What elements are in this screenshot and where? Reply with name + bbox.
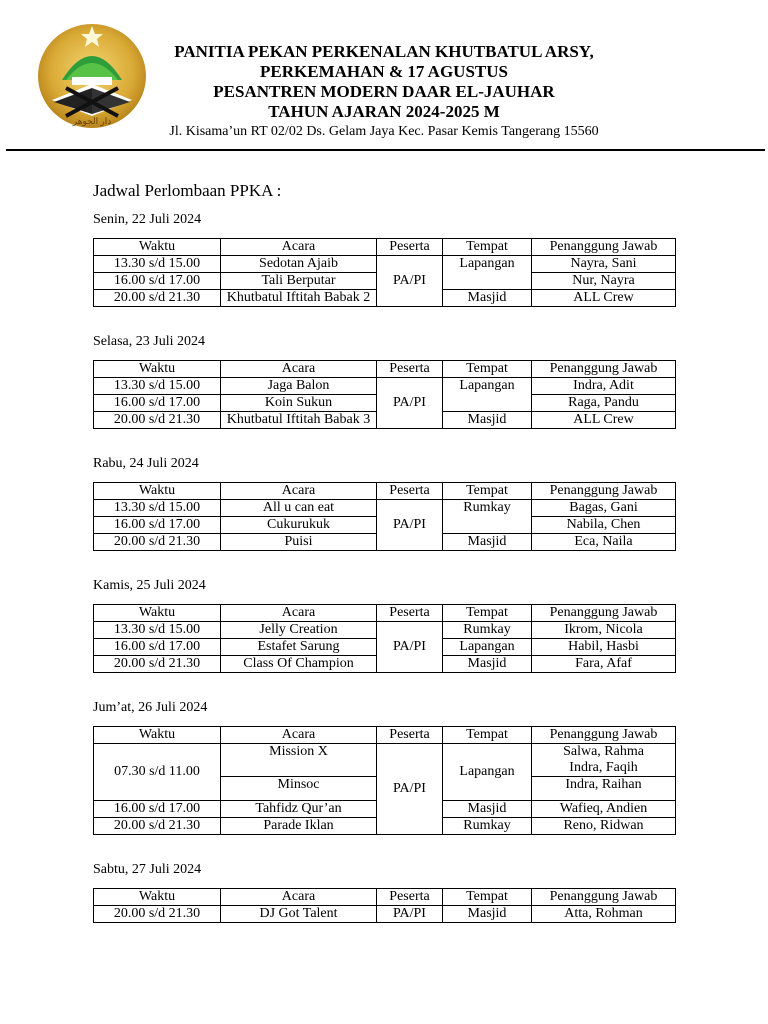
- table-row: [94, 378, 676, 395]
- header-penanggung-jawab: Penanggung Jawab: [532, 361, 676, 378]
- cell-acara: Sedotan Ajaib: [221, 256, 377, 273]
- header-penanggung-jawab: Penanggung Jawab: [532, 605, 676, 622]
- header-peserta: Peserta: [377, 727, 443, 744]
- header-peserta: Peserta: [377, 483, 443, 500]
- cell-tempat: Rumkay: [443, 818, 532, 835]
- cell-tempat: Masjid: [443, 906, 532, 923]
- cell-waktu: 13.30 s/d 15.00: [94, 378, 221, 395]
- cell-waktu: 13.30 s/d 15.00: [94, 256, 221, 273]
- document-body: [93, 180, 683, 923]
- header-waktu: Waktu: [94, 889, 221, 906]
- table-header-row: [94, 239, 676, 256]
- cell-acara: Jaga Balon: [221, 378, 377, 395]
- cell-waktu: 20.00 s/d 21.30: [94, 534, 221, 551]
- cell-waktu: 20.00 s/d 21.30: [94, 818, 221, 835]
- header-line-1: PANITIA PEKAN PERKENALAN KHUTBATUL ARSY,: [174, 42, 594, 61]
- cell-acara: Class Of Champion: [221, 656, 377, 673]
- cell-tempat: Rumkay: [443, 622, 532, 639]
- cell-acara: Koin Sukun: [221, 395, 377, 412]
- cell-pj: ALL Crew: [532, 290, 676, 307]
- cell-pj: Raga, Pandu: [532, 395, 676, 412]
- table-header-row: [94, 889, 676, 906]
- day-label: Senin, 22 Juli 2024: [93, 212, 202, 227]
- header-penanggung-jawab: Penanggung Jawab: [532, 483, 676, 500]
- header-acara: Acara: [221, 239, 377, 256]
- header-waktu: Waktu: [94, 239, 221, 256]
- logo-text: دار الجوهر: [72, 116, 112, 126]
- header-acara: Acara: [221, 727, 377, 744]
- cell-pj: Fara, Afaf: [532, 656, 676, 673]
- cell-pj: Ikrom, Nicola: [532, 622, 676, 639]
- table-header-row: [94, 483, 676, 500]
- cell-pj: Nabila, Chen: [532, 517, 676, 534]
- day-label: Rabu, 24 Juli 2024: [93, 456, 199, 471]
- table-row: [94, 500, 676, 517]
- header-peserta: Peserta: [377, 889, 443, 906]
- cell-waktu: 20.00 s/d 21.30: [94, 906, 221, 923]
- cell-acara: DJ Got Talent: [221, 906, 377, 923]
- cell-pj: [532, 744, 676, 777]
- cell-acara: Mission X: [221, 744, 377, 777]
- cell-tempat: Rumkay: [443, 500, 532, 534]
- cell-pj: Indra, Adit: [532, 378, 676, 395]
- cell-waktu: 16.00 s/d 17.00: [94, 801, 221, 818]
- day-label: Kamis, 25 Juli 2024: [93, 578, 206, 593]
- table-header-row: [94, 605, 676, 622]
- day-label: Sabtu, 27 Juli 2024: [93, 862, 202, 877]
- cell-pj: ALL Crew: [532, 412, 676, 429]
- header-peserta: Peserta: [377, 239, 443, 256]
- cell-waktu: 20.00 s/d 21.30: [94, 290, 221, 307]
- header-acara: Acara: [221, 605, 377, 622]
- schedule-table: [93, 604, 676, 673]
- schedule-table: [93, 888, 676, 923]
- cell-peserta: PA/PI: [377, 500, 443, 551]
- pj-line: Indra, Faqih: [569, 760, 638, 775]
- cell-tempat: Masjid: [443, 656, 532, 673]
- cell-waktu: 13.30 s/d 15.00: [94, 622, 221, 639]
- header-peserta: Peserta: [377, 605, 443, 622]
- header-line-4: TAHUN AJARAN 2024-2025 M: [268, 102, 500, 121]
- day-label: Jum’at, 26 Juli 2024: [93, 700, 208, 715]
- table-row: [94, 744, 676, 777]
- cell-tempat: Lapangan: [443, 256, 532, 290]
- schedule-table: [93, 360, 676, 429]
- cell-tempat: Lapangan: [443, 639, 532, 656]
- header-acara: Acara: [221, 361, 377, 378]
- table-row: [94, 906, 676, 923]
- cell-acara: All u can eat: [221, 500, 377, 517]
- header-tempat: Tempat: [443, 727, 532, 744]
- cell-tempat: Lapangan: [443, 378, 532, 412]
- table-row: [94, 622, 676, 639]
- header-line-2: PERKEMAHAN & 17 AGUSTUS: [260, 62, 508, 81]
- cell-tempat: Masjid: [443, 534, 532, 551]
- cell-pj: Nur, Nayra: [532, 273, 676, 290]
- cell-tempat: Masjid: [443, 801, 532, 818]
- letterhead-text: [150, 42, 618, 141]
- pesantren-logo: [36, 22, 148, 130]
- day-label: Selasa, 23 Juli 2024: [93, 334, 205, 349]
- cell-acara: Jelly Creation: [221, 622, 377, 639]
- cell-acara: Khutbatul Iftitah Babak 3: [221, 412, 377, 429]
- header-tempat: Tempat: [443, 605, 532, 622]
- schedule-table: [93, 726, 676, 835]
- header-penanggung-jawab: Penanggung Jawab: [532, 889, 676, 906]
- header-waktu: Waktu: [94, 483, 221, 500]
- header-acara: Acara: [221, 483, 377, 500]
- header-tempat: Tempat: [443, 239, 532, 256]
- cell-peserta: PA/PI: [377, 906, 443, 923]
- header-tempat: Tempat: [443, 361, 532, 378]
- cell-acara: Parade Iklan: [221, 818, 377, 835]
- table-header-row: [94, 361, 676, 378]
- cell-pj: Bagas, Gani: [532, 500, 676, 517]
- pj-line: Salwa, Rahma: [563, 744, 644, 759]
- table-row: [94, 256, 676, 273]
- cell-pj: Nayra, Sani: [532, 256, 676, 273]
- cell-waktu: 16.00 s/d 17.00: [94, 517, 221, 534]
- header-tempat: Tempat: [443, 889, 532, 906]
- cell-pj: Habil, Hasbi: [532, 639, 676, 656]
- cell-tempat: Masjid: [443, 412, 532, 429]
- cell-waktu: 16.00 s/d 17.00: [94, 639, 221, 656]
- cell-acara: Estafet Sarung: [221, 639, 377, 656]
- cell-acara: Minsoc: [221, 777, 377, 801]
- cell-acara: Tahfidz Qur’an: [221, 801, 377, 818]
- cell-pj: Eca, Naila: [532, 534, 676, 551]
- cell-peserta: PA/PI: [377, 378, 443, 429]
- cell-peserta: PA/PI: [377, 744, 443, 835]
- cell-peserta: PA/PI: [377, 622, 443, 673]
- cell-waktu: 13.30 s/d 15.00: [94, 500, 221, 517]
- header-waktu: Waktu: [94, 605, 221, 622]
- cell-tempat: Masjid: [443, 290, 532, 307]
- cell-peserta: PA/PI: [377, 256, 443, 307]
- cell-waktu: 16.00 s/d 17.00: [94, 273, 221, 290]
- cell-acara: Cukurukuk: [221, 517, 377, 534]
- cell-tempat: Lapangan: [443, 744, 532, 801]
- cell-waktu: 20.00 s/d 21.30: [94, 412, 221, 429]
- cell-pj: Reno, Ridwan: [532, 818, 676, 835]
- header-acara: Acara: [221, 889, 377, 906]
- cell-waktu: 07.30 s/d 11.00: [94, 744, 221, 801]
- header-penanggung-jawab: Penanggung Jawab: [532, 239, 676, 256]
- header-tempat: Tempat: [443, 483, 532, 500]
- cell-acara: Khutbatul Iftitah Babak 2: [221, 290, 377, 307]
- cell-acara: Tali Berputar: [221, 273, 377, 290]
- cell-pj: Atta, Rohman: [532, 906, 676, 923]
- cell-acara: Puisi: [221, 534, 377, 551]
- table-header-row: [94, 727, 676, 744]
- cell-waktu: 20.00 s/d 21.30: [94, 656, 221, 673]
- cell-pj: Wafieq, Andien: [532, 801, 676, 818]
- cell-waktu: 16.00 s/d 17.00: [94, 395, 221, 412]
- header-waktu: Waktu: [94, 361, 221, 378]
- cell-pj: Indra, Raihan: [532, 777, 676, 801]
- header-address: Jl. Kisama’un RT 02/02 Ds. Gelam Jaya Kec. Pasar Kemis Tangerang 15560: [169, 124, 599, 139]
- header-peserta: Peserta: [377, 361, 443, 378]
- schedule-table: [93, 482, 676, 551]
- letterhead: [0, 0, 768, 152]
- header-waktu: Waktu: [94, 727, 221, 744]
- header-divider: [6, 149, 765, 151]
- header-penanggung-jawab: Penanggung Jawab: [532, 727, 676, 744]
- schedule-table: [93, 238, 676, 307]
- header-line-3: PESANTREN MODERN DAAR EL-JAUHAR: [213, 82, 555, 101]
- document-title: Jadwal Perlombaan PPKA :: [93, 181, 282, 200]
